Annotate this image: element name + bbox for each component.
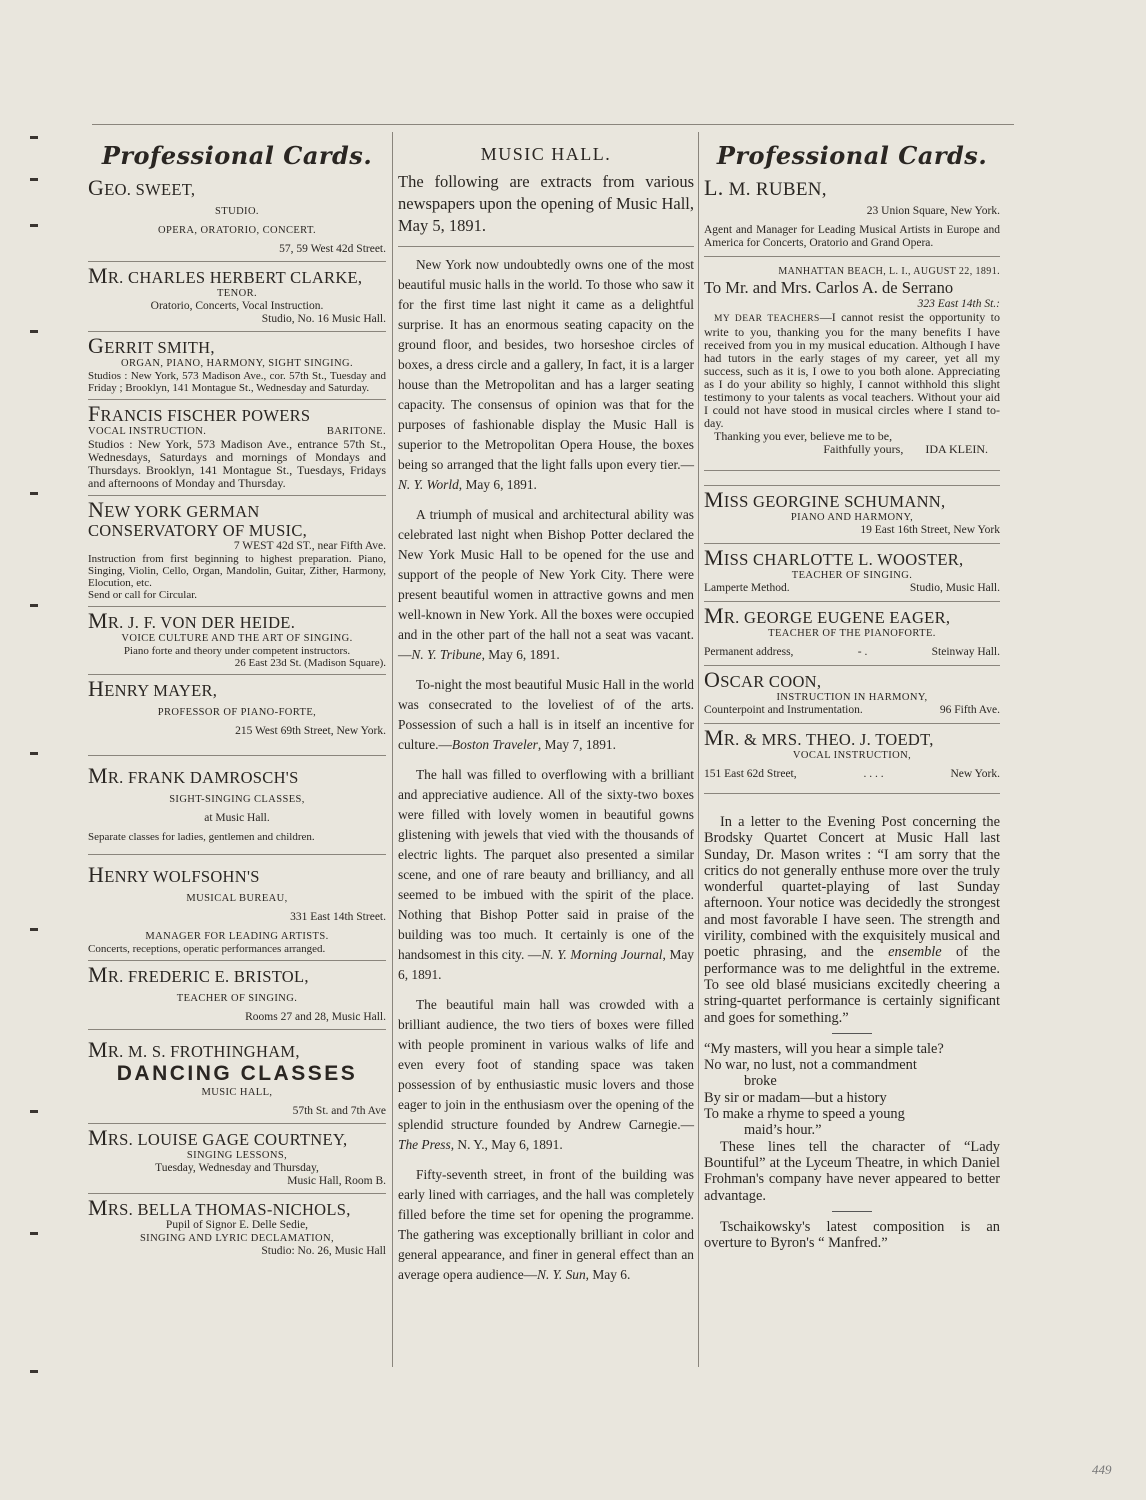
extract-source: N. Y. Morning Journal [541, 947, 663, 962]
card-wooster [704, 544, 1000, 602]
card-line: TENOR. [216, 288, 258, 299]
card-line: STUDIO. [215, 206, 259, 217]
card-line: Pupil of Signor E. Delle Sedie, [165, 1219, 309, 1231]
card-line: MANAGER FOR LEADING ARTISTS. [145, 931, 329, 942]
card-damrosch [88, 756, 386, 855]
card-line: Send or call for Circular. [88, 589, 198, 601]
extract-press [398, 995, 694, 1155]
extract-world [398, 255, 694, 495]
article-title: MUSIC HALL. [480, 144, 612, 164]
card-line: TEACHER OF SINGING. [176, 993, 298, 1004]
extract-date: , May 6, 1891. [481, 647, 560, 662]
card-line: OPERA, ORATORIO, CONCERT. [157, 225, 317, 236]
card-name: GEO. SWEET, [88, 175, 196, 200]
card-name: MR. & MRS. THEO. J. TOEDT, [704, 725, 934, 750]
binding-mark [30, 1232, 38, 1235]
binding-mark [30, 492, 38, 495]
article-text: Tschaikowsky's latest composition is an overture to Byron's “ Manfred.” [704, 1218, 1000, 1252]
card-address: Studio, Music Hall. [909, 582, 1000, 594]
extract-date: , N. Y., May 6, 1891. [450, 1137, 563, 1152]
card-name: MR. CHARLES HERBERT CLARKE, [88, 263, 363, 288]
card-name: MISS GEORGINE SCHUMANN, [704, 487, 946, 512]
card-line: TEACHER OF THE PIANOFORTE. [768, 628, 936, 639]
right-heading: Professional Cards. [716, 141, 988, 170]
left-column [88, 128, 386, 1263]
card-name: MRS. BELLA THOMAS-NICHOLS, [88, 1195, 351, 1220]
card-name: HENRY MAYER, [88, 676, 218, 701]
card-line: INSTRUCTION IN HARMONY, [776, 692, 928, 703]
tschaikowsky-article [704, 1219, 1000, 1252]
article-text: These lines tell the character of “Lady Bountiful” at the Lyceum Theatre, in which Daniel Frohman's company have never appeared to better advantage. [704, 1138, 1000, 1204]
column-rule [698, 132, 699, 1367]
card-line: Studios : New York, 573 Madison Ave., entrance 57th St., Wednesdays, Saturdays and mornings of Mondays and Thursdays. Brooklyn, 141 Montague St., Tuesdays, Fridays and afternoons of Monday and Thursday. [88, 437, 386, 490]
extract-text: The hall was filled to overflowing with a brilliant and appreciative audience. All of the sixty-two boxes were filled with lovely women in beautiful gowns glistening with jewels that vied with the thousands of electric lights. The parquet also presented a similar scene, and one of rare beauty and brilliancy, and all seemed to be imbued with the spirit of the place. Nothing that Bishop Potter said in praise of the building was too much. It certainly is one of the handsomest in this city. — [398, 767, 694, 962]
card-name: MISS CHARLOTTE L. WOOSTER, [704, 545, 964, 570]
binding-mark [30, 928, 38, 931]
card-frothingham [88, 1030, 386, 1124]
binding-mark [30, 178, 38, 181]
card-line: BARITONE. [326, 426, 386, 437]
card-gerrit-smith [88, 332, 386, 400]
card-ruben [704, 174, 1000, 257]
letter-address: 323 East 14th St.: [917, 298, 1000, 310]
card-name: MR. FREDERIC E. BRISTOL, [88, 962, 309, 987]
card-line: MUSICAL BUREAU, [186, 893, 288, 904]
card-schumann [704, 486, 1000, 544]
card-line: SIGHT-SINGING CLASSES, [169, 794, 305, 805]
card-courtney [88, 1124, 386, 1194]
letter-ida-klein [704, 257, 1000, 471]
poem-line: To make a rhyme to speed a young [704, 1106, 905, 1123]
card-clarke [88, 262, 386, 332]
card-name: MR. M. S. FROTHINGHAM, [88, 1037, 300, 1062]
card-line: Counterpoint and Instrumentation. [704, 704, 863, 716]
card-toedt [704, 724, 1000, 794]
poem-quote [704, 1041, 1000, 1139]
extract-date: , May 7, 1891. [537, 737, 616, 752]
poem-line: maid’s hour.” [744, 1122, 822, 1139]
letter-signature: IDA KLEIN. [925, 442, 988, 456]
card-address: 215 West 69th Street, New York. [235, 725, 386, 737]
top-rule [92, 124, 1014, 125]
card-line: Separate classes for ladies, gentlemen and children. [88, 831, 315, 843]
card-address: Studio: No. 26, Music Hall [261, 1245, 386, 1257]
card-address: Studio, No. 16 Music Hall. [261, 313, 386, 325]
separator-dash [832, 1211, 872, 1212]
separator-dash [832, 1033, 872, 1034]
card-address: 7 WEST 42d ST., near Fifth Ave. [233, 540, 386, 552]
card-name: FRANCIS FISCHER POWERS [88, 401, 311, 426]
card-dots: . . . . [863, 768, 884, 780]
extract-traveler [398, 675, 694, 755]
card-line: VOCAL INSTRUCTION, [792, 750, 912, 761]
extract-source: N. Y. World [398, 477, 459, 492]
card-address: 57th St. and 7th Ave [292, 1105, 386, 1117]
card-dots: - . [857, 646, 868, 658]
card-name: L. M. RUBEN, [704, 175, 827, 200]
binding-mark [30, 224, 38, 227]
card-line: Instruction from first beginning to highest preparation. Piano, Singing, Violin, Cello, Organ, Mandolin, Guitar, Zither, Harmony, Elocution, etc. [88, 553, 386, 589]
extract-date: , May 6. [585, 1267, 631, 1282]
extract-source: The Press [398, 1137, 451, 1152]
card-address: Rooms 27 and 28, Music Hall. [245, 1011, 386, 1023]
card-address: 23 Union Square, New York. [866, 205, 1000, 217]
extract-text: To-night the most beautiful Music Hall in the world was consecrated to the loveliest of of the arts. Possession of such a hall is in itself an incentive for culture.— [398, 677, 694, 752]
left-heading: Professional Cards. [101, 141, 373, 170]
extract-text: A triumph of musical and architectural ability was celebrated last night when Bishop Potter declared the New York Music Hall to be opened for the use and support of the people of New York City. There were present beautiful women in attractive gowns and men well-known in New York. All the boxes were occupied and in the other part of the hall not a seat was vacant.— [398, 507, 694, 662]
card-name: MR. J. F. VON DER HEIDE. [88, 608, 296, 633]
letter-closing: Thanking you ever, believe me to be, [714, 429, 893, 443]
poem-line: “My masters, will you hear a simple tale? [704, 1040, 944, 1057]
card-geo-sweet [88, 174, 386, 262]
binding-mark [30, 330, 38, 333]
letter-addressee: To Mr. and Mrs. Carlos A. de Serrano [704, 278, 954, 297]
handwritten-page-number: 449 [1092, 1462, 1112, 1477]
binding-mark [30, 1370, 38, 1373]
middle-column [398, 128, 694, 1295]
card-address: 57, 59 West 42d Street. [279, 243, 386, 255]
card-von-der-heide [88, 607, 386, 675]
column-rule [392, 132, 393, 1367]
card-line: MUSIC HALL, [201, 1087, 273, 1098]
right-column [704, 128, 1000, 1251]
card-henry-mayer [88, 675, 386, 756]
card-line: PIANO AND HARMONY, [790, 512, 914, 523]
article-emphasis: ensemble [888, 944, 942, 961]
binding-mark [30, 136, 38, 139]
card-line: 151 East 62d Street, [704, 768, 797, 780]
letter-sign: Faithfully yours, [823, 442, 904, 456]
extract-date: , May 6, 1891. [398, 947, 694, 982]
card-bristol [88, 961, 386, 1030]
letter-dateline: MANHATTAN BEACH, L. I., AUGUST 22, 1891. [778, 266, 1000, 277]
card-powers [88, 400, 386, 496]
binding-mark [30, 604, 38, 607]
card-line: Oratorio, Concerts, Vocal Instruction. [150, 300, 324, 312]
card-line: VOICE CULTURE AND THE ART OF SINGING. [121, 633, 353, 644]
card-address: Music Hall, Room B. [287, 1175, 386, 1187]
poem-line: By sir or madam—but a history [704, 1089, 887, 1106]
card-line: Agent and Manager for Leading Musical Artists in Europe and America for Concerts, Oratorio and Grand Opera. [704, 224, 1000, 249]
card-address: 19 East 16th Street, New York [860, 524, 1000, 536]
letter-salutation: MY DEAR TEACHERS [714, 314, 820, 324]
card-address: Steinway Hall. [931, 646, 1000, 658]
card-german-conservatory [88, 496, 386, 607]
card-wolfsohn [88, 855, 386, 961]
extract-text: The beautiful main hall was crowded with a brilliant audience, the two tiers of boxes were filled with people prominent in various walks of life and even every foot of standing space was taken possession of by enthusiastic music lovers and those eager to join in the enthusiasm over the opening of the splendid structure founded by Andrew Carnegie.— [398, 997, 694, 1132]
card-name: MRS. LOUISE GAGE COURTNEY, [88, 1125, 348, 1150]
card-name: GERRIT SMITH, [88, 333, 215, 358]
dancing-classes-banner: DANCING CLASSES [116, 1062, 358, 1085]
card-eager [704, 602, 1000, 666]
lady-bountiful-article [704, 1139, 1000, 1204]
card-line: Permanent address, [704, 646, 794, 658]
extract-source: N. Y. Tribune [411, 647, 482, 662]
card-name: HENRY WOLFSOHN'S [88, 862, 260, 887]
card-address: 26 East 23d St. (Madison Square). [234, 657, 386, 669]
card-coon [704, 666, 1000, 724]
card-line: TEACHER OF SINGING. [791, 570, 913, 581]
extract-source: N. Y. Sun [537, 1267, 586, 1282]
card-line: Studios : New York, 573 Madison Ave., cor. 57th St., Tuesday and Friday ; Brooklyn, 141 Montague St., Wednesday and Saturday. [88, 370, 386, 394]
card-address: 331 East 14th Street. [290, 911, 386, 923]
extract-tribune [398, 505, 694, 665]
card-name: MR. GEORGE EUGENE EAGER, [704, 603, 951, 628]
extract-text: Fifty-seventh street, in front of the building was early lined with carriages, and the hall was completely filled before the time set for opening the programme. The gathering was exceptionally brilliant in color and general appearance, and finer in general effect than an average opera audience— [398, 1167, 694, 1282]
extract-sun [398, 1165, 694, 1285]
extract-text: New York now undoubtedly owns one of the most beautiful music halls in the world. To those who saw it for the first time last night it came as a delightful surprise. It has an enormous seating capacity on the ground floor, and besides, two horseshoe circles of boxes, a dress circle and a gallery, In fact, it is a larger house than the Metropolitan and has a larger seating capacity. The consensus of opinion was that for the purposes of fashionable display the Music Hall is superior to the Metropolitan Opera House, the boxes being so arranged that the light falls upon every tier.— [398, 257, 694, 472]
brodsky-quartet-article [704, 814, 1000, 1026]
binding-mark [30, 752, 38, 755]
extract-date: , May 6, 1891. [458, 477, 537, 492]
card-line: PROFESSOR OF PIANO-FORTE, [157, 707, 317, 718]
poem-line: broke [744, 1073, 777, 1090]
card-name: OSCAR COON, [704, 667, 822, 692]
card-line: at Music Hall. [204, 812, 270, 824]
poem-line: No war, no lust, not a commandment [704, 1057, 917, 1074]
card-address: New York. [950, 768, 1000, 780]
card-line: Piano forte and theory under competent instructors. [123, 645, 351, 657]
card-name: MR. FRANK DAMROSCH'S [88, 763, 299, 788]
card-line: Lamperte Method. [704, 582, 790, 594]
article-text: In a letter to the Evening Post concerning the Brodsky Quartet Concert at Music Hall last Sunday, Dr. Mason writes : “I am sorry that the critics do not generally enthuse more over the truly wonderful quartet-playing of last Sunday afternoon. Your notice was decidedly the strongest and most favorable I have seen. The strength and virility, combined with the exquisitely musical and poetic phrasing, and the [704, 814, 1000, 961]
binding-mark [30, 1110, 38, 1113]
extract-source: Boston Traveler [451, 737, 538, 752]
extract-morning-journal [398, 765, 694, 985]
card-address: 96 Fifth Ave. [939, 704, 1000, 716]
article-text: of the performance was to me delightful in the extreme. To see old blasé musicians excitedly cheering a string-quartet performance is certainly significant and goes for something.” [704, 944, 1000, 1026]
article-intro: The following are extracts from various newspapers upon the opening of Music Hall, May 5, 1891. [398, 172, 694, 235]
letter-body: —I cannot resist the opportunity to write to you, thanking you for the many benefits I have received from you in my musical education. Although I have had tutors in the early stages of my career, yet all my success, such as it is, I owe to you both alone. Appreciating as I do your ability so highly, I cannot withhold this slight testimony to your talents as vocal teachers. Without your aid I could not have stood in musical circles where I stand to-day. [704, 310, 1000, 430]
card-thomas-nichols [88, 1194, 386, 1263]
card-name: NEW YORK GERMAN CONSERVATORY OF MUSIC, [88, 497, 308, 540]
card-line: Tuesday, Wednesday and Thursday, [155, 1162, 319, 1174]
card-line: SINGING AND LYRIC DECLAMATION, [139, 1233, 335, 1244]
card-line: Concerts, receptions, operatic performances arranged. [88, 943, 326, 955]
card-line: SINGING LESSONS, [186, 1150, 288, 1161]
card-line: ORGAN, PIANO, HARMONY, SIGHT SINGING. [120, 358, 353, 369]
card-line: VOCAL INSTRUCTION. [88, 426, 207, 437]
